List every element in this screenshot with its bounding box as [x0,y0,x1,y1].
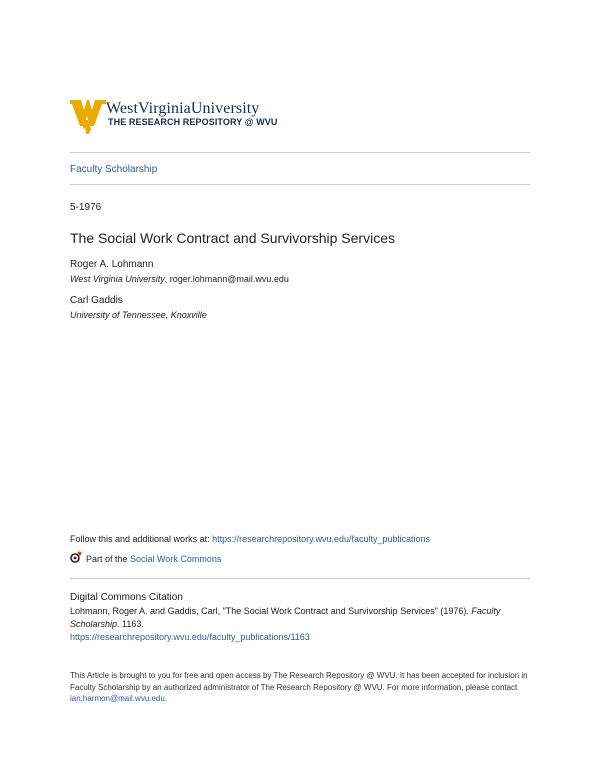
citation-text-line-2 [70,619,144,629]
citation-url-link[interactable]: https://researchrepository.wvu.edu/faculty_publications/1163 [70,632,310,642]
author-email: roger.lohmann@mail.wvu.edu [169,274,289,284]
citation-journal-2: Scholarship [70,619,118,629]
divider [70,578,530,579]
author-affiliation-line: West Virginia University, roger.lohmann@mail.wvu.edu [70,274,289,284]
citation-number: . 1163. [117,619,144,629]
logo-repository-name: THE RESEARCH REPOSITORY @ WVU [108,117,278,127]
part-of-prefix: Part of the [86,554,131,564]
citation-heading: Digital Commons Citation [70,592,183,603]
author-affiliation: University of Tennessee, Knoxville [70,310,207,320]
follow-prefix: Follow this and additional works at: [70,534,213,544]
contact-email-link[interactable]: ian.harmon@mail.wvu.edu [70,694,165,703]
access-notice: This Article is brought to you for free and open access by The Research Repository @ WVU. It has been accepted for inclusion in Faculty Scholarship by an authorized administrator of The Research Repository @ WVU. For more information, please contact ian.harmon@mail.wvu.edu. [70,671,528,703]
wvu-logo[interactable] [70,96,290,136]
author-affiliation: West Virginia University [70,274,165,284]
social-work-commons-link[interactable]: Social Work Commons [130,554,222,564]
citation-text: Lohmann, Roger A. and Gaddis, Carl, "The Social Work Contract and Survivorship Services" (1976). [70,606,472,616]
author-name: Carl Gaddis [70,295,123,306]
citation-journal: Faculty [471,606,501,616]
follow-url-link[interactable]: https://researchrepository.wvu.edu/faculty_publications [212,534,431,544]
collection-link[interactable]: Faculty Scholarship [70,164,158,175]
logo-university-name: WestVirginiaUniversity [106,100,260,117]
divider [70,152,530,153]
citation-text-line [70,606,500,616]
publication-date: 5-1976 [70,202,102,213]
follow-line [70,534,430,544]
author-name: Roger A. Lohmann [70,259,154,270]
divider [70,184,530,185]
part-of-line [86,554,221,564]
article-title: The Social Work Contract and Survivorship Services [70,230,395,246]
access-notice-text: This Article is brought to you for free and open access by The Research Repository @ WVU. It has been accepted for inclusion in Faculty Scholarship by an authorized administrator of The Research Repository @ WVU. For more information, please contact [70,671,528,692]
wvu-flying-wv-icon [70,96,106,134]
commons-network-icon [70,551,82,563]
